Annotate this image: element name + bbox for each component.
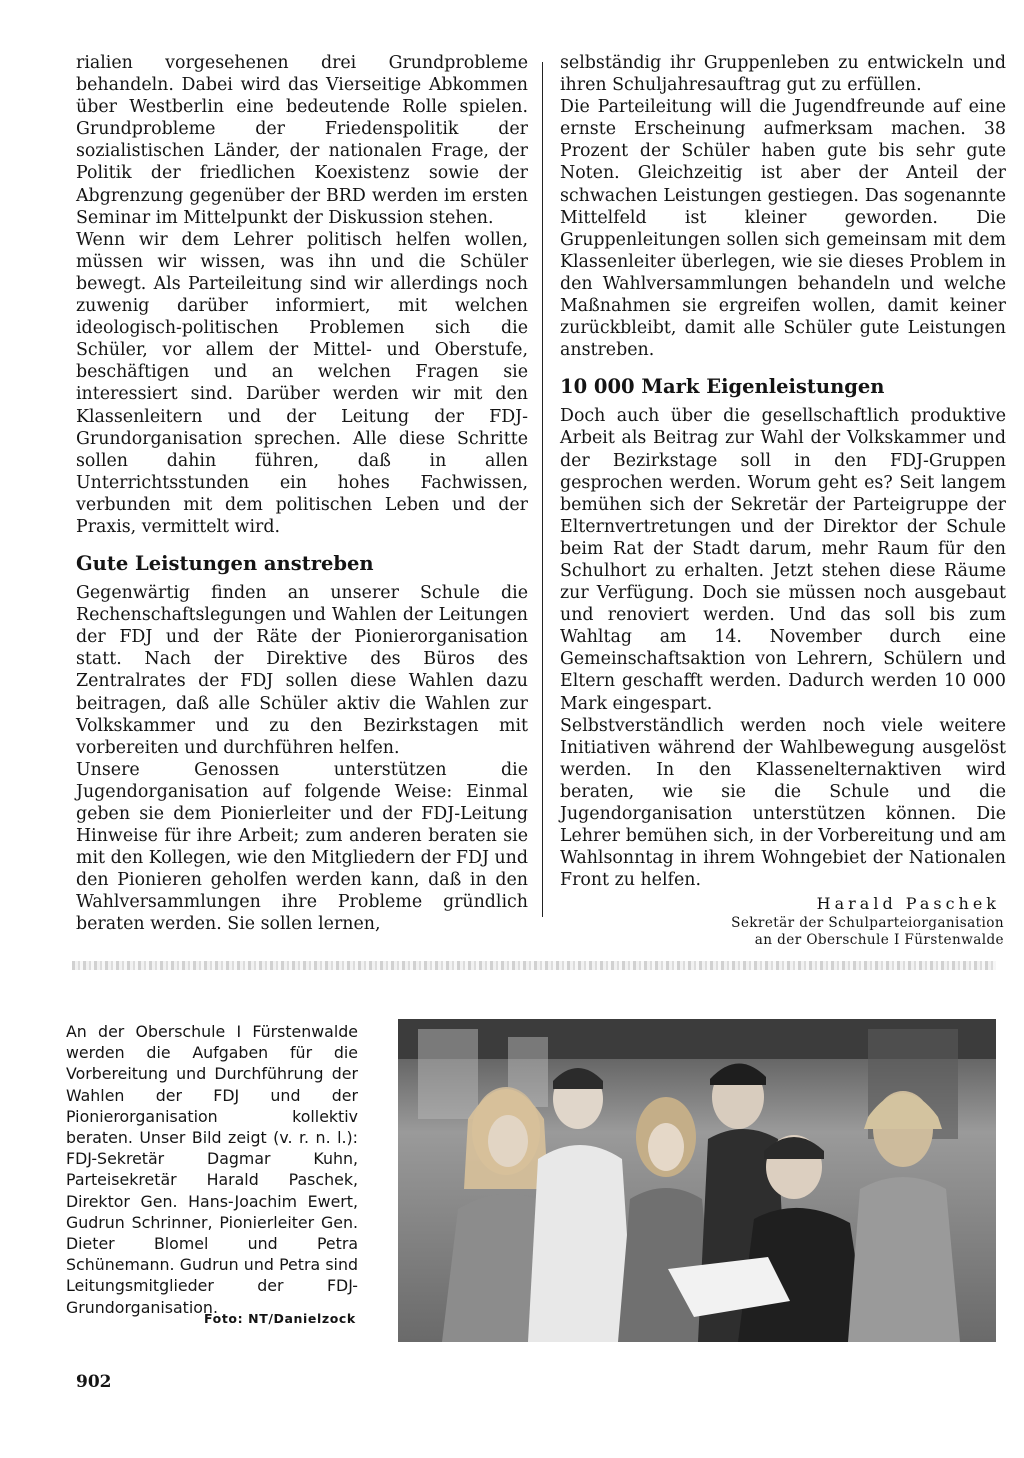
photo-illustration bbox=[398, 1019, 996, 1342]
caption-text: An der Oberschule I Fürstenwalde werden die Aufgaben für die Vorbereitung und Durchführung der Wahlen der FDJ und der Pionierorganisation kollektiv beraten. Unser Bild zeigt (v. r. n. l.): FDJ-Sekretär Dagmar Kuhn, Parteisekretär Harald Paschek, Direktor Gen. Hans-Joachim Ewert, Gudrun Schrinner, Pionierleiter Gen. Dieter Blomel und Petra Schünemann. Gudrun und Petra sind Leitungsmitglieder der FDJ-Grundorganisation. bbox=[66, 1022, 358, 1317]
group-photo bbox=[398, 1019, 996, 1342]
paragraph: Unsere Genossen unterstützen die Jugendorganisation auf folgende Weise: Einmal geben sie dem Pionierleiter und der FDJ-Leitung Hinweise für ihre Arbeit; zum anderen beraten sie mit den Kollegen, wie den Mitgliedern der FDJ und den Pionieren geholfen werden kann, daß in den Wahlversammlungen ihre Probleme gründlich beraten werden. Sie sollen lernen, bbox=[76, 759, 528, 935]
paragraph: Selbstverständlich werden noch viele weitere Initiativen während der Wahlbewegung ausgelöst werden. In den Klassenelternaktiven wird beraten, wie sie die Schule und die Jugendorganisation unterstützen können. Die Lehrer bemühen sich, in der Vorbereitung und am Wahlsonntag in ihrem Wohngebiet der Nationalen Front zu helfen. bbox=[560, 715, 1006, 891]
column-rule bbox=[542, 62, 543, 917]
section-heading: Gute Leistungen anstreben bbox=[76, 552, 374, 576]
left-column bbox=[76, 52, 528, 936]
right-column bbox=[560, 52, 1006, 949]
author-title: Sekretär der Schulparteiorganisation bbox=[731, 915, 1004, 932]
paragraph: selbständig ihr Gruppenleben zu entwickeln und ihren Schuljahresauftrag gut zu erfüllen. bbox=[560, 53, 1006, 96]
paragraph: Gegenwärtig finden an unserer Schule die Rechenschaftslegungen und Wahlen der Leitungen der FDJ und der Räte der Pionierorganisation statt. Nach der Direktive des Büros des Zentralrates der FDJ sollen diese Wahlen dazu beitragen, daß alle Schüler aktiv die Wahlen zur Volkskammer und zu den Bezirkstagen mit vorbereiten und durchführen helfen. bbox=[76, 583, 528, 758]
paragraph: Doch auch über die gesellschaftlich produktive Arbeit als Beitrag zur Wahl der Volkskammer und der Bezirkstage soll in den FDJ-Gruppen gesprochen werden. Worum geht es? Seit langem bemühen sich der Sekretär der Parteigruppe der Elternvertretungen und der Direktor der Schule beim Rat der Stadt darum, mehr Raum für den Schulhort zu erhalten. Jetzt stehen diese Räume zur Verfügung. Doch sie müssen noch ausgebaut und renoviert werden. Und das soll bis zum Wahltag am 14. November durch eine Gemeinschaftsaktion von Lehrern, Schülern und Eltern geschafft werden. Dadurch werden 10 000 Mark eingespart. bbox=[560, 406, 1006, 714]
paragraph: rialien vorgesehenen drei Grundprobleme behandeln. Dabei wird das Vierseitige Abkommen über Westberlin eine bedeutende Rolle spielen. Grundprobleme der Friedenspolitik der sozialistischen Länder, der nationalen Frage, der Politik der friedlichen Koexistenz sowie der Abgrenzung gegenüber der BRD werden im ersten Seminar im Mittelpunkt der Diskussion stehen. bbox=[76, 53, 528, 228]
section-heading: 10 000 Mark Eigenleistungen bbox=[560, 375, 885, 399]
author-name: Harald Paschek bbox=[816, 894, 1000, 914]
page-number: 902 bbox=[76, 1372, 112, 1392]
photo-credit: Foto: NT/Danielzock bbox=[204, 1311, 356, 1326]
section-divider bbox=[72, 961, 996, 970]
paragraph: Die Parteileitung will die Jugendfreunde auf eine ernste Erscheinung aufmerksam machen. 38 Prozent der Schüler haben gute bis sehr gute Noten. Gleichzeitig ist aber der Anteil der schwachen Leistungen gestiegen. Das sogenannte Mittelfeld ist kleiner geworden. Die Gruppenleitungen sollen sich gemeinsam mit dem Klassenleiter überlegen, wie sie dieses Problem in den Wahlversammlungen behandeln und welche Maßnahmen sie ergreifen wollen, damit keiner zurückbleibt, damit alle Schüler gute Leistungen anstreben. bbox=[560, 97, 1006, 361]
author-affiliation: an der Oberschule I Fürstenwalde bbox=[754, 932, 1004, 949]
paragraph: Wenn wir dem Lehrer politisch helfen wollen, müssen wir wissen, was ihn und die Schüler bewegt. Als Parteileitung sind wir allerdings noch zuwenig darüber informiert, mit welchen ideologisch-politischen Problemen sich die Schüler, vor allem der Mittel- und Oberstufe, beschäftigen und an welchen Fragen sie interessiert sind. Darüber werden wir mit den Klassenleitern und der Leitung der FDJ-Grundorganisation sprechen. Alle diese Schritte sollen dahin führen, daß in allen Unterrichtsstunden ein hohes Fachwissen, verbunden mit dem politischen Leben und der Praxis, vermittelt wird. bbox=[76, 229, 528, 537]
photo-caption bbox=[66, 1021, 358, 1318]
